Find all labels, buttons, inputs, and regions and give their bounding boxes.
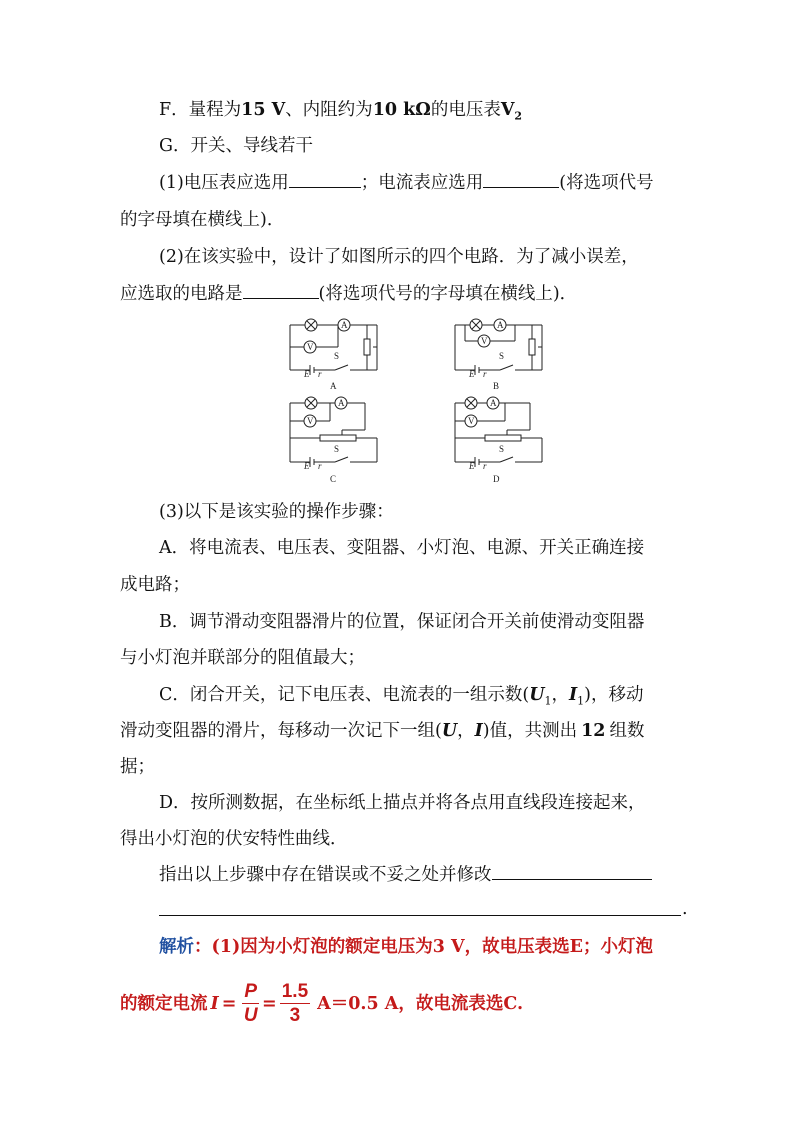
circuit-c: [290, 397, 377, 467]
circuit-label-b: B: [493, 381, 500, 391]
switch-label: S: [499, 444, 505, 454]
step-c-cont2: 据；: [120, 757, 155, 777]
circuit-a: [290, 319, 377, 375]
step-d-cont: 得出小灯泡的伏安特性曲线．: [120, 829, 348, 849]
question-1-cont: 的字母填在横线上)．: [120, 210, 285, 230]
voltmeter-label: V: [468, 416, 475, 426]
internal-resistance-label: r: [318, 369, 322, 379]
emf-label: E: [304, 369, 310, 379]
fraction-numeric: $\frac{1.5}{3}$: [281, 981, 309, 1026]
question-3-title: (3)以下是该实验的操作步骤：: [159, 502, 394, 522]
switch-label: S: [334, 351, 340, 361]
switch-label: S: [334, 444, 340, 454]
step-c: C．闭合开关，记下电压表、电流表的一组示数($U_1$，$I_1$)，移动: [159, 685, 644, 708]
analysis-line-2: 的额定电流 I = $\frac{P}{U}$ = $\frac{1.5}{3}$ A＝0.5 A，故电流表选C.: [120, 981, 524, 1026]
voltmeter-label: V: [307, 416, 314, 426]
analysis-line-1: 解析：(1)因为小灯泡的额定电压为3 V，故电压表选E；小灯泡: [159, 937, 653, 957]
internal-resistance-label: r: [483, 369, 487, 379]
option-f: F．量程为15 V、内阻约为10 kΩ的电压表$V_2$: [159, 100, 523, 123]
step-d: D．按所测数据，在坐标纸上描点并将各点用直线段连接起来，: [159, 793, 646, 813]
answer-blank-circuit[interactable]: [243, 283, 319, 299]
circuit-diagrams: [280, 315, 550, 490]
step-a: A．将电流表、电压表、变阻器、小灯泡、电源、开关正确连接: [159, 538, 645, 558]
internal-resistance-label: r: [483, 461, 487, 471]
step-c-cont: 滑动变阻器的滑片，每移动一次记下一组(U，I)值，共测出 12 组数: [120, 721, 645, 741]
circuit-label-d: D: [493, 474, 500, 484]
question-2: (2)在该实验中，设计了如图所示的四个电路．为了减小误差，: [159, 247, 639, 267]
fraction-p-over-u: $\frac{P}{U}$: [243, 981, 258, 1026]
step-b-cont: 与小灯泡并联部分的阻值最大；: [120, 648, 365, 668]
question-1: (1)电压表应选用 ；电流表应选用 (将选项代号: [159, 173, 654, 193]
analysis-label: 解析: [159, 937, 194, 957]
answer-blank-ammeter[interactable]: [483, 172, 559, 188]
circuit-label-c: C: [330, 474, 337, 484]
step-a-cont: 成电路；: [120, 575, 190, 595]
circuit-d: [455, 397, 542, 467]
emf-label: E: [469, 369, 475, 379]
voltmeter-label: V: [481, 336, 488, 346]
emf-label: E: [469, 461, 475, 471]
answer-blank-corrections[interactable]: [492, 864, 652, 880]
emf-label: E: [304, 461, 310, 471]
answer-line-end: .: [682, 899, 688, 919]
step-b: B．调节滑动变阻器滑片的位置，保证闭合开关前使滑动变阻器: [159, 612, 645, 632]
question-2-cont: 应选取的电路是 (将选项代号的字母填在横线上)．: [120, 284, 578, 304]
answer-blank-voltmeter[interactable]: [289, 172, 361, 188]
option-g: G．开关、导线若干: [159, 136, 313, 156]
ammeter-label: A: [341, 320, 348, 330]
question-3-ask: 指出以上步骤中存在错误或不妥之处并修改: [159, 864, 652, 886]
voltmeter-label: V: [307, 342, 314, 352]
ammeter-label: A: [497, 320, 504, 330]
internal-resistance-label: r: [318, 461, 322, 471]
switch-label: S: [499, 351, 505, 361]
answer-line[interactable]: [159, 915, 681, 916]
ammeter-label: A: [338, 398, 345, 408]
circuit-label-a: A: [330, 381, 337, 391]
ammeter-label: A: [490, 398, 497, 408]
